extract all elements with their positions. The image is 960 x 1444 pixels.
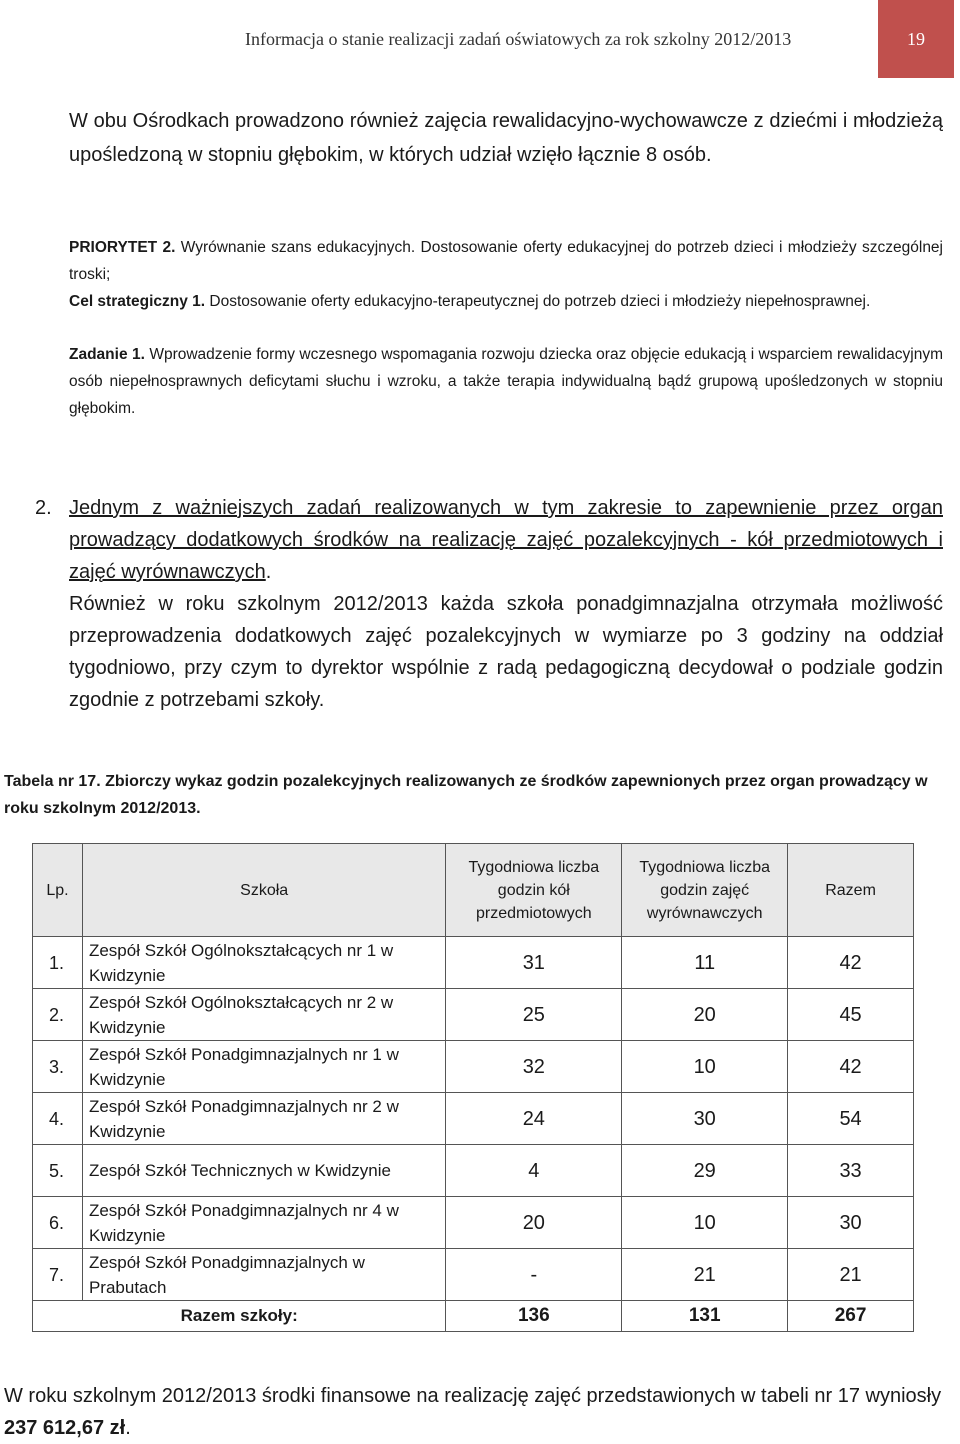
table-row xyxy=(33,1197,914,1249)
total-razem: 267 xyxy=(788,1301,914,1332)
cell-lp: 1. xyxy=(33,937,83,989)
priority-text: Wyrównanie szans edukacyjnych. Dostosowanie oferty edukacyjnej do potrzeb dzieci i młodzieży szczególnej troski; xyxy=(69,239,943,283)
cell-razem: 42 xyxy=(788,937,914,989)
summary-table xyxy=(32,843,914,1332)
intro-paragraph: W obu Ośrodkach prowadzono również zajęcia rewalidacyjno-wychowawcze z dziećmi i młodzieżą upośledzoną w stopniu głębokim, w których udział wzięło łącznie 8 osób. xyxy=(69,110,943,166)
page-number-badge: 19 xyxy=(878,0,954,78)
footer-amount: 237 612,67 zł xyxy=(4,1417,126,1439)
table-row xyxy=(33,1249,914,1301)
goal-paragraph xyxy=(69,288,943,315)
priority-label: PRIORYTET 2. xyxy=(69,239,176,256)
cell-razem: 54 xyxy=(788,1093,914,1145)
cell-razem: 45 xyxy=(788,989,914,1041)
total-label: Razem szkoły: xyxy=(33,1301,446,1332)
cell-wyrownawcze: 21 xyxy=(622,1249,788,1301)
cell-school: Zespół Szkół Ponadgimnazjalnych nr 1 w Kwidzynie xyxy=(82,1041,445,1093)
section-2-paragraph: Również w roku szkolnym 2012/2013 każda szkoła ponadgimnazjalna otrzymała możliwość przeprowadzenia dodatkowych zajęć pozalekcyjnych w wymiarze po 3 godziny na oddział tygodniowo, przy czym to dyrektor wspólnie z radą pedagogiczną decydował o podziale godzin zgodnie z potrzebami szkoły. xyxy=(69,593,943,711)
footer-paragraph xyxy=(4,1380,946,1444)
cell-lp: 5. xyxy=(33,1145,83,1197)
cell-kola: 20 xyxy=(446,1197,622,1249)
cell-school: Zespół Szkół Ogólnokształcących nr 2 w Kwidzynie xyxy=(82,989,445,1041)
task-paragraph xyxy=(69,341,943,422)
cell-wyrownawcze: 11 xyxy=(622,937,788,989)
table-caption xyxy=(4,768,946,822)
cell-lp: 6. xyxy=(33,1197,83,1249)
priority-paragraph xyxy=(69,234,943,288)
header-wyrownawcze: Tygodniowa liczba godzin zajęć wyrównawczych xyxy=(622,844,788,937)
header-kola: Tygodniowa liczba godzin kół przedmiotowych xyxy=(446,844,622,937)
cell-kola: 32 xyxy=(446,1041,622,1093)
table-row xyxy=(33,989,914,1041)
cell-kola: - xyxy=(446,1249,622,1301)
cell-kola: 24 xyxy=(446,1093,622,1145)
cell-kola: 31 xyxy=(446,937,622,989)
section-2-underlined: Jednym z ważniejszych zadań realizowanych w tym zakresie to zapewnienie przez organ prowadzący dodatkowych środków na realizację zajęć pozalekcyjnych - kół przedmiotowych i zajęć wyrównawczych xyxy=(69,497,943,583)
cell-lp: 3. xyxy=(33,1041,83,1093)
section-2-lead-end: . xyxy=(265,561,272,583)
cell-school: Zespół Szkół Ponadgimnazjalnych nr 2 w Kwidzynie xyxy=(82,1093,445,1145)
cell-school: Zespół Szkół Ogólnokształcących nr 1 w Kwidzynie xyxy=(82,937,445,989)
section-2-number: 2. xyxy=(35,497,52,519)
header-school: Szkoła xyxy=(82,844,445,937)
table-total-row xyxy=(33,1301,914,1332)
table-row xyxy=(33,1093,914,1145)
page-header-title: Informacja o stanie realizacji zadań oświatowych za rok szkolny 2012/2013 xyxy=(245,29,792,49)
cell-razem: 21 xyxy=(788,1249,914,1301)
cell-wyrownawcze: 29 xyxy=(622,1145,788,1197)
cell-school: Zespół Szkół Ponadgimnazjalnych nr 4 w Kwidzynie xyxy=(82,1197,445,1249)
header-lp: Lp. xyxy=(33,844,83,937)
cell-school: Zespół Szkół Technicznych w Kwidzynie xyxy=(82,1145,445,1197)
total-kola: 136 xyxy=(446,1301,622,1332)
cell-school: Zespół Szkół Ponadgimnazjalnych w Prabutach xyxy=(82,1249,445,1301)
section-2 xyxy=(35,492,943,716)
cell-razem: 42 xyxy=(788,1041,914,1093)
cell-razem: 30 xyxy=(788,1197,914,1249)
table-caption-label: Tabela nr 17. xyxy=(4,773,101,790)
task-label: Zadanie 1. xyxy=(69,346,145,363)
goal-label: Cel strategiczny 1. xyxy=(69,293,206,310)
goal-text: Dostosowanie oferty edukacyjno-terapeutycznej do potrzeb dzieci i młodzieży niepełnosprawnej. xyxy=(209,293,871,310)
cell-lp: 4. xyxy=(33,1093,83,1145)
cell-wyrownawcze: 10 xyxy=(622,1197,788,1249)
cell-wyrownawcze: 30 xyxy=(622,1093,788,1145)
cell-lp: 2. xyxy=(33,989,83,1041)
cell-kola: 25 xyxy=(446,989,622,1041)
footer-text: W roku szkolnym 2012/2013 środki finansowe na realizację zajęć przedstawionych w tabeli nr 17 wyniosły xyxy=(4,1385,942,1407)
task-text: Wprowadzenie formy wczesnego wspomagania rozwoju dziecka oraz objęcie edukacją i wsparciem rewalidacyjnym osób niepełnosprawnych deficytami słuchu i wzroku, a także terapia indywidualną bądź grupową upośledzonych w stopniu głębokim. xyxy=(69,346,943,417)
footer-end: . xyxy=(125,1417,131,1439)
table-caption-text: Zbiorczy wykaz godzin pozalekcyjnych realizowanych ze środków zapewnionych przez organ prowadzący w roku szkolnym 2012/2013. xyxy=(4,773,928,817)
total-wyrownawcze: 131 xyxy=(622,1301,788,1332)
cell-kola: 4 xyxy=(446,1145,622,1197)
table-header-row xyxy=(33,844,914,937)
table-row xyxy=(33,937,914,989)
section-2-lead xyxy=(69,492,943,588)
cell-wyrownawcze: 20 xyxy=(622,989,788,1041)
table-row xyxy=(33,1041,914,1093)
cell-lp: 7. xyxy=(33,1249,83,1301)
header-razem: Razem xyxy=(788,844,914,937)
table-row xyxy=(33,1145,914,1197)
cell-razem: 33 xyxy=(788,1145,914,1197)
cell-wyrownawcze: 10 xyxy=(622,1041,788,1093)
